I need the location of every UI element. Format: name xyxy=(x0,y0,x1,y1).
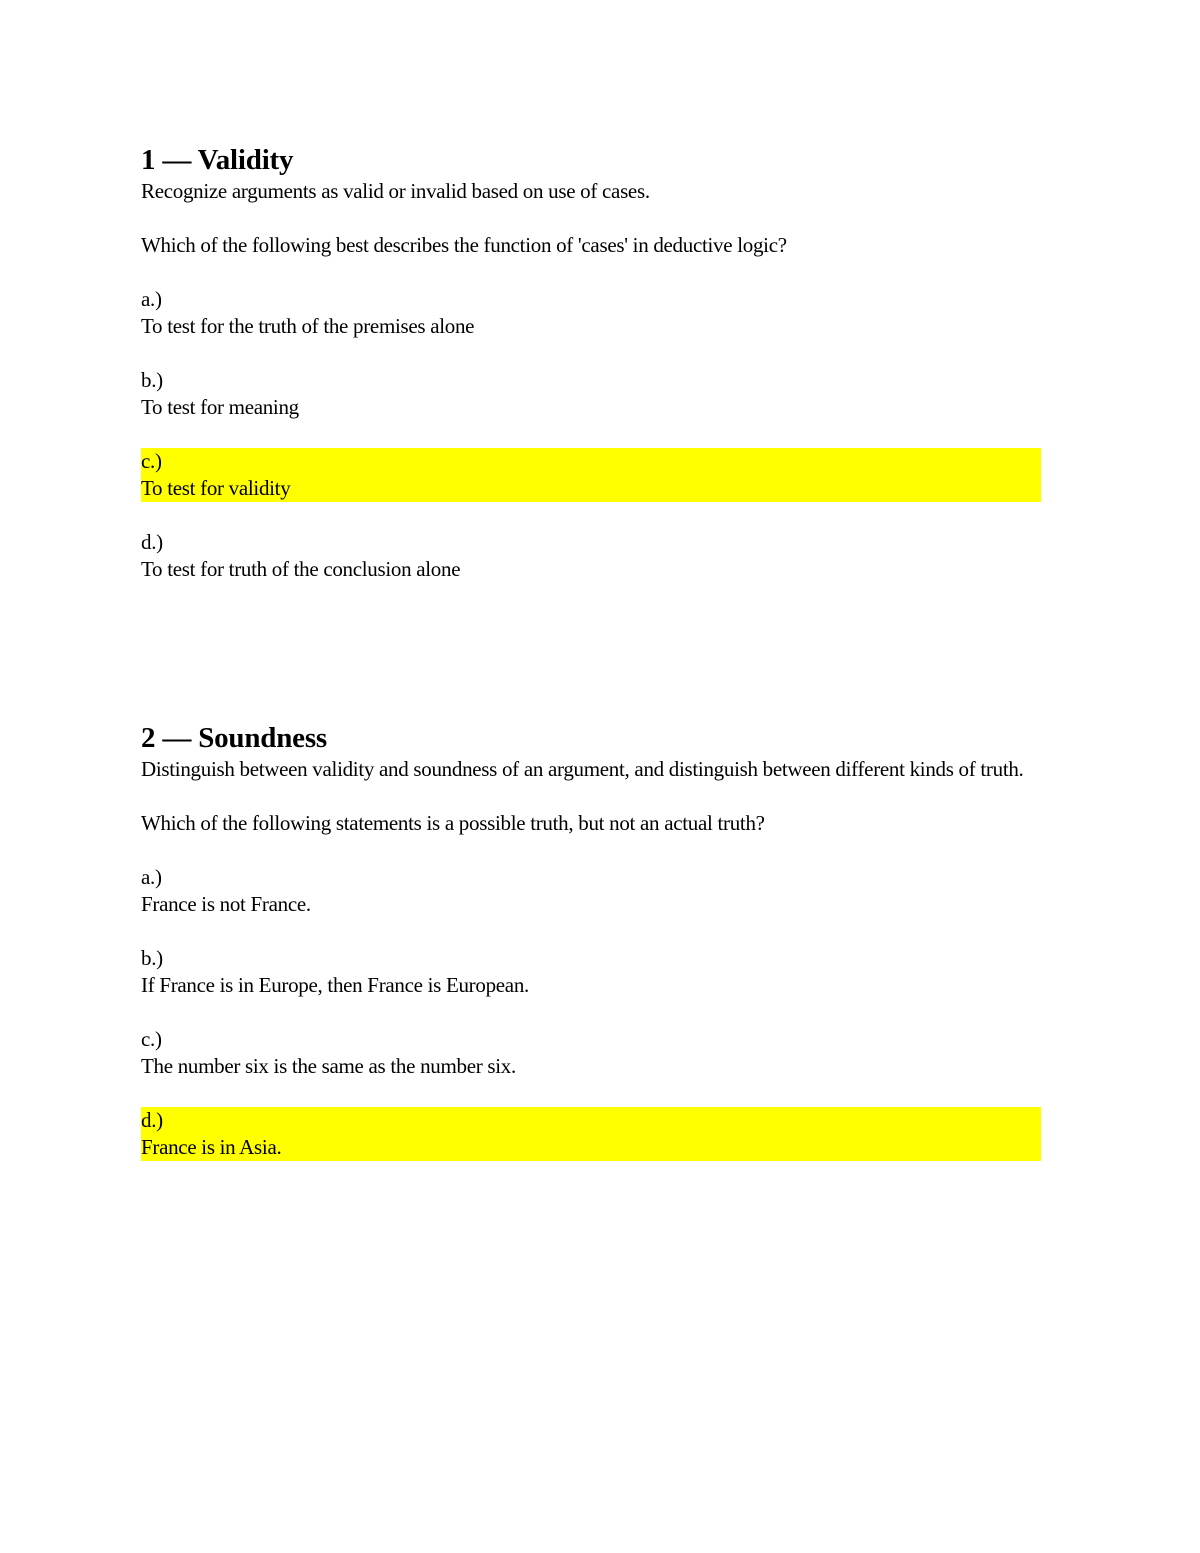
option-text: To test for meaning xyxy=(141,395,299,419)
option-text: To test for validity xyxy=(141,476,291,500)
option-letter: c.) xyxy=(141,1027,162,1051)
option-c xyxy=(141,1026,1041,1080)
option-text: France is not France. xyxy=(141,892,311,916)
option-d xyxy=(141,529,1041,583)
option-text: If France is in Europe, then France is European. xyxy=(141,973,529,997)
question-2 xyxy=(141,720,1041,1188)
option-letter: a.) xyxy=(141,865,162,889)
question-objective: Distinguish between validity and soundness of an argument, and distinguish between different kinds of truth. xyxy=(141,757,1024,781)
option-letter: b.) xyxy=(141,368,163,392)
option-a xyxy=(141,864,1041,918)
question-objective: Recognize arguments as valid or invalid based on use of cases. xyxy=(141,179,650,203)
question-prompt: Which of the following statements is a possible truth, but not an actual truth? xyxy=(141,811,765,835)
option-b xyxy=(141,367,1041,421)
option-text: The number six is the same as the number six. xyxy=(141,1054,516,1078)
option-text: France is in Asia. xyxy=(141,1135,282,1159)
question-title: 2 — Soundness xyxy=(141,722,327,754)
question-title: 1 — Validity xyxy=(141,144,294,176)
option-list xyxy=(141,864,1041,1161)
option-b xyxy=(141,945,1041,999)
option-letter: d.) xyxy=(141,530,163,554)
option-letter: c.) xyxy=(141,449,162,473)
question-prompt: Which of the following best describes the function of 'cases' in deductive logic? xyxy=(141,233,787,257)
option-text: To test for truth of the conclusion alone xyxy=(141,557,461,581)
option-list xyxy=(141,286,1041,583)
option-a xyxy=(141,286,1041,340)
option-letter: a.) xyxy=(141,287,162,311)
option-c-highlighted-answer xyxy=(141,448,1041,502)
question-1 xyxy=(141,142,1041,610)
option-text: To test for the truth of the premises alone xyxy=(141,314,475,338)
option-letter: b.) xyxy=(141,946,163,970)
option-d-highlighted-answer xyxy=(141,1107,1041,1161)
option-letter: d.) xyxy=(141,1108,163,1132)
